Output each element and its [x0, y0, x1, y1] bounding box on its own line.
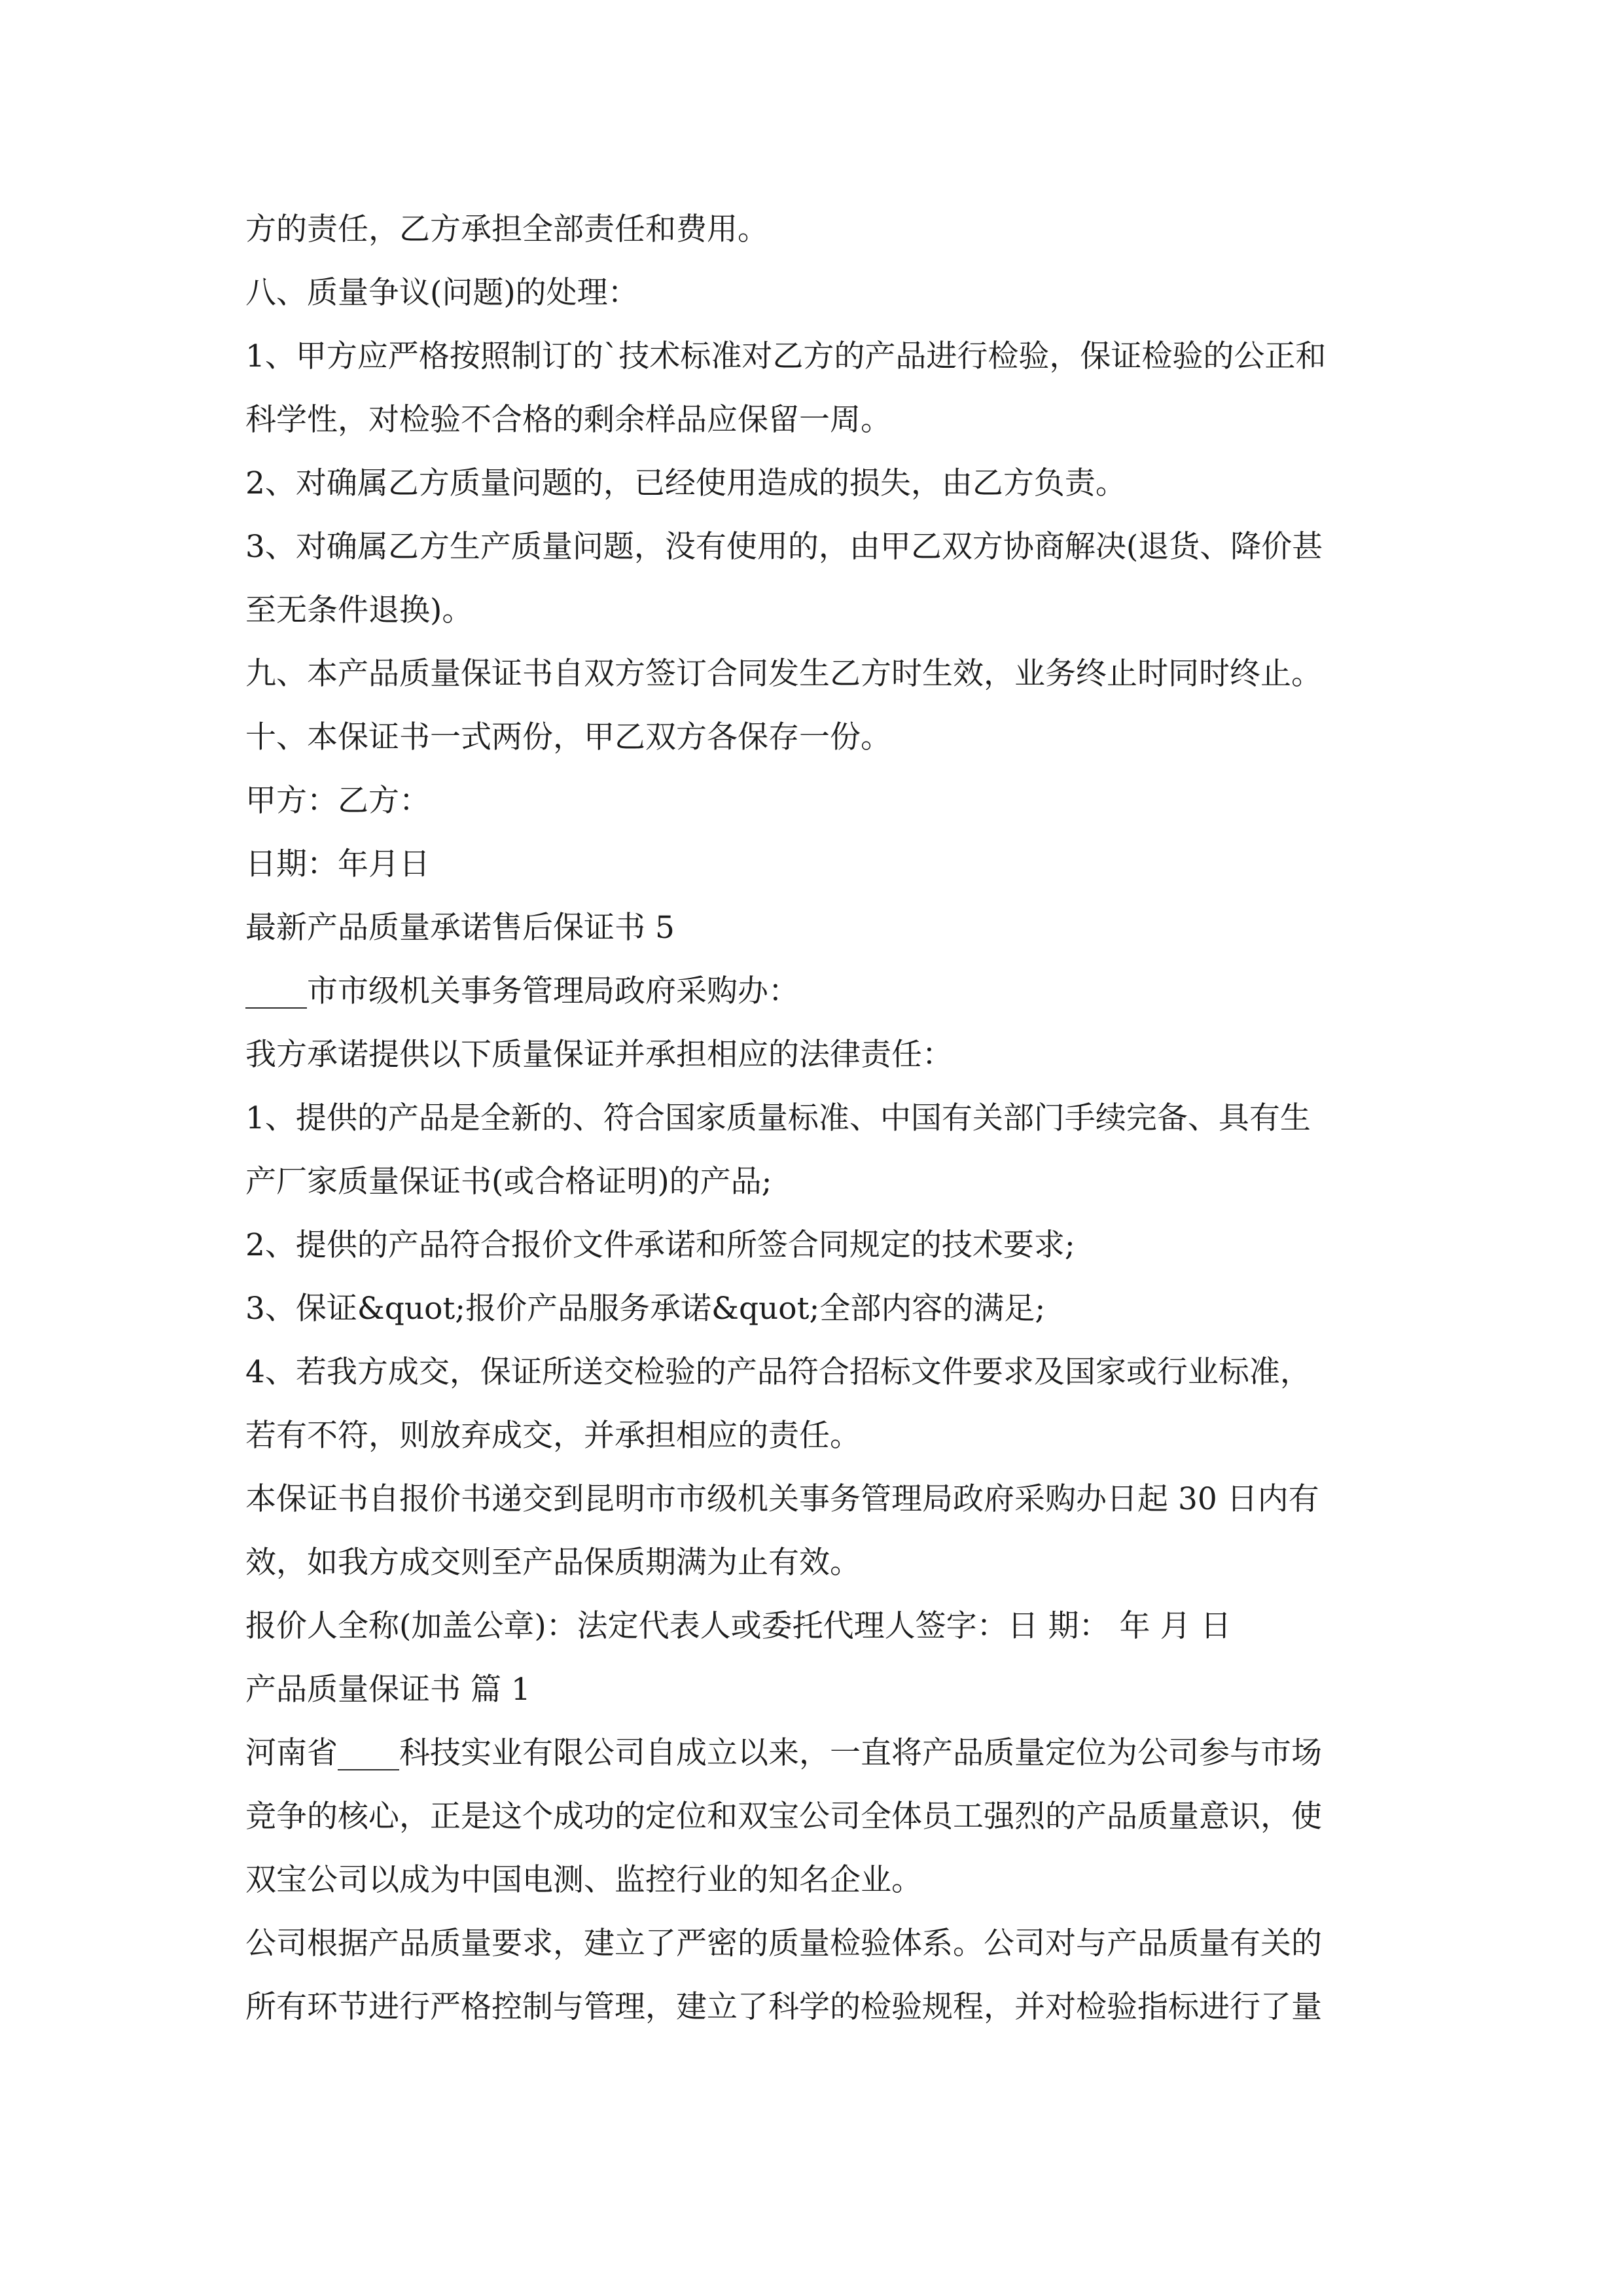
text-line: 4、若我方成交，保证所送交检验的产品符合招标文件要求及国家或行业标准，: [245, 1354, 1311, 1390]
section-heading-9: 九、本产品质量保证书自双方签订合同发生乙方时生效，业务终止时同时终止。: [245, 656, 1322, 692]
text-line: 公司根据产品质量要求，建立了严密的质量检验体系。公司对与产品质量有关的: [245, 1926, 1322, 1962]
text-line: 河南省____科技实业有限公司自成立以来，一直将产品质量定位为公司参与市场: [245, 1735, 1322, 1771]
section-heading-8: 八、质量争议(问题)的处理：: [245, 275, 639, 311]
text-line: 效，如我方成交则至产品保质期满为止有效。: [245, 1545, 861, 1581]
date-line: 日期：年月日: [245, 846, 430, 882]
text-line: 2、对确属乙方质量问题的，已经使用造成的损失，由乙方负责。: [245, 465, 1126, 501]
document-title-part-1: 产品质量保证书 篇 1: [245, 1672, 531, 1708]
text-line: 科学性，对检验不合格的剩余样品应保留一周。: [245, 402, 891, 438]
text-line: 竞争的核心，正是这个成功的定位和双宝公司全体员工强烈的产品质量意识，使: [245, 1799, 1322, 1835]
recipient-line: ____市市级机关事务管理局政府采购办：: [245, 973, 799, 1009]
text-line: 1、提供的产品是全新的、符合国家质量标准、中国有关部门手续完备、具有生: [245, 1100, 1311, 1136]
text-line: 产厂家质量保证书(或合格证明)的产品;: [245, 1164, 772, 1200]
document-body: [245, 198, 1397, 2039]
text-line: 3、保证&quot;报价产品服务承诺&quot;全部内容的满足;: [245, 1291, 1046, 1327]
text-line: 若有不符，则放弃成交，并承担相应的责任。: [245, 1418, 861, 1454]
party-signature-line: 甲方：乙方：: [245, 783, 430, 819]
text-line: 3、对确属乙方生产质量问题，没有使用的，由甲乙双方协商解决(退货、降价甚: [245, 529, 1323, 565]
text-line: 2、提供的产品符合报价文件承诺和所签合同规定的技术要求;: [245, 1227, 1075, 1263]
section-heading-10: 十、本保证书一式两份，甲乙双方各保存一份。: [245, 719, 891, 755]
text-line: 本保证书自报价书递交到昆明市市级机关事务管理局政府采购办日起 30 日内有: [245, 1481, 1319, 1517]
text-line: 双宝公司以成为中国电测、监控行业的知名企业。: [245, 1862, 922, 1898]
text-line: 我方承诺提供以下质量保证并承担相应的法律责任：: [245, 1037, 953, 1073]
text-line: 1、甲方应严格按照制订的`技术标准对乙方的产品进行检验，保证检验的公正和: [245, 338, 1327, 374]
text-line: 至无条件退换)。: [245, 592, 473, 628]
signature-line: 报价人全称(加盖公章)：法定代表人或委托代理人签字：日 期： 年 月 日: [245, 1608, 1232, 1644]
text-line: 所有环节进行严格控制与管理，建立了科学的检验规程，并对检验指标进行了量: [245, 1989, 1322, 2025]
text-line: 方的责任，乙方承担全部责任和费用。: [245, 211, 768, 247]
document-title-5: 最新产品质量承诺售后保证书 5: [245, 910, 675, 946]
